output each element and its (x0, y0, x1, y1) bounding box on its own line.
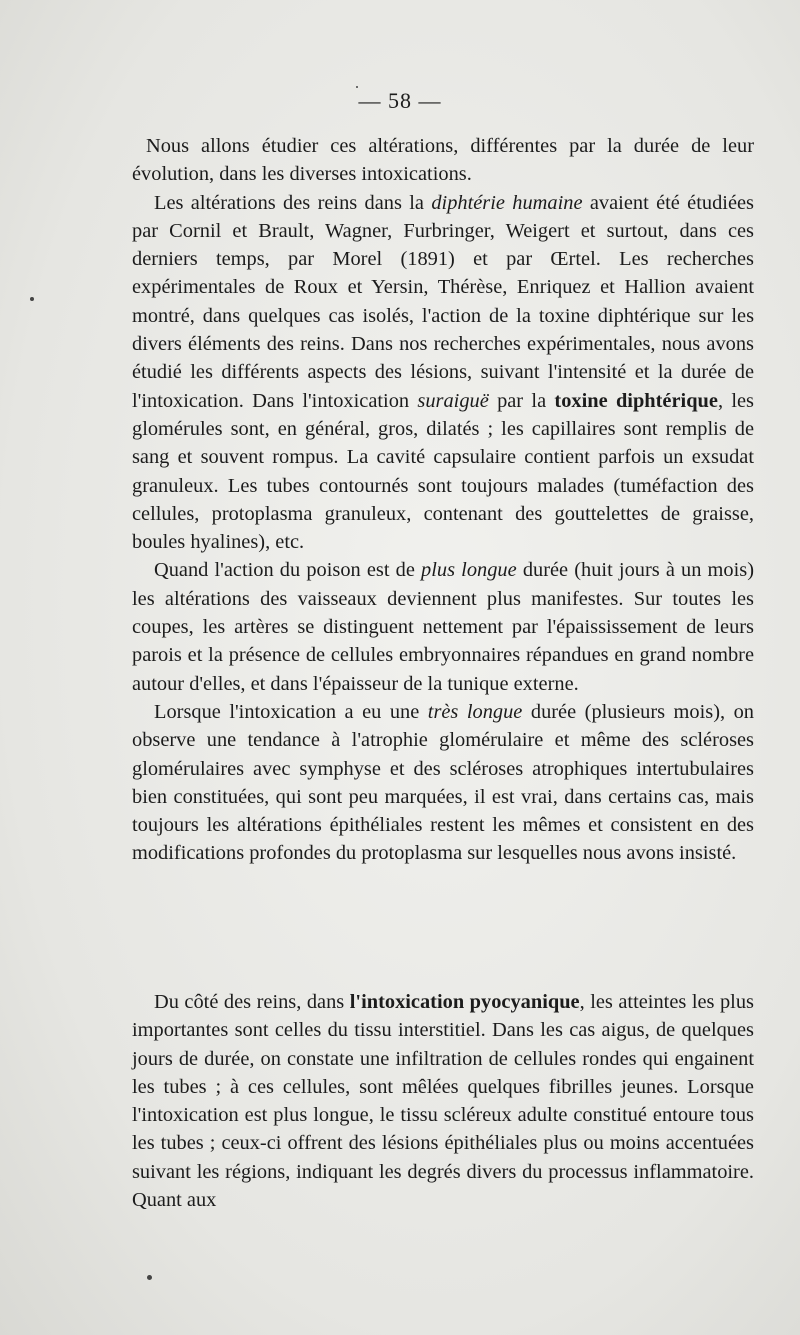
paragraph (132, 698, 754, 868)
bold-phrase: toxine diphtérique (554, 389, 718, 412)
text-block-lower (132, 988, 754, 1214)
bold-phrase: l'intoxication pyocyanique (349, 991, 580, 1013)
italic-phrase: suraiguë (417, 389, 489, 412)
text-run: avaient été étudiées par Cornil et Brault, Wagner, Furbringer, Weigert et surtout, dans ces derniers temps, par Morel (1891) et par Œrtel. Les recherches expérimentales de Roux et Yersin, Thérèse, Enriquez et Hallion avaient montré, dans quelques cas isolés, l'action de la toxine diphtérique sur les divers éléments des reins. Dans nos recherches expérimentales, nous avons étudié les différents aspects des lésions, suivant l'intensité et la durée de l'intoxication. Dans l'intoxication (132, 191, 754, 412)
paragraph (132, 189, 754, 557)
paragraph (132, 132, 754, 189)
text-run: Du côté des reins, dans (154, 991, 350, 1013)
print-speck (356, 86, 358, 88)
paragraph (132, 556, 754, 697)
print-speck (30, 297, 34, 301)
text-run: durée (huit jours à un mois) les altérations des vaisseaux deviennent plus manifestes. Sur toutes les coupes, les artères se distinguent nettement par l'épaississement de leurs parois et la présence de cellules embryonnaires répandues en grand nombre autour d'elles, et dans l'épaisseur de la tunique externe. (132, 559, 754, 695)
text-block-upper (132, 132, 754, 868)
text-run: durée (plusieurs mois), on observe une tendance à l'atrophie glomérulaire et même des scléroses glomérulaires avec symphyse et des scléroses atrophiques intertubulaires bien constituées, qui sont peu marquées, il est vrai, dans certains cas, mais toujours les altérations épithéliales restent les mêmes et consistent en des modifications profondes du protoplasma sur lesquelles nous avons insisté. (132, 700, 754, 865)
italic-phrase: diphtérie humaine (431, 191, 583, 214)
italic-phrase: très longue (427, 700, 523, 723)
text-run: Nous allons étudier ces altérations, différentes par la durée de leur évolution, dans les diverses intoxications. (132, 135, 754, 186)
text-run: Les altérations des reins dans la (154, 191, 432, 214)
print-speck (147, 1275, 152, 1280)
text-run: , les glomérules sont, en général, gros, dilatés ; les capillaires sont remplis de sang et souvent rompus. La cavité capsulaire contient parfois un exsudat granuleux. Les tubes contournés sont toujours malades (tuméfaction des cellules, protoplasma granuleux, contenant des gouttelettes de graisse, boules hyalines), etc. (132, 389, 754, 554)
text-run: Quand l'action du poison est de (154, 559, 422, 582)
italic-phrase: plus longue (421, 559, 517, 582)
page-number: — 58 — (358, 88, 442, 113)
text-run: , les atteintes les plus importantes sont celles du tissu interstitiel. Dans les cas aigus, de quelques jours de durée, on constate une infiltration de cellules rondes qui engainent les tubes ; à ces cellules, sont mêlées quelques fibrilles jeunes. Lorsque l'intoxication est plus longue, le tissu scléreux adulte constitué entoure tous les tubes ; ceux-ci offrent des lésions épithéliales plus ou moins accentuées suivant les régions, indiquant les degrés divers du processus inflammatoire. Quant aux (132, 991, 754, 1212)
paragraph (132, 988, 754, 1214)
text-run: par la (488, 389, 555, 412)
text-run: Lorsque l'intoxication a eu une (154, 700, 428, 723)
